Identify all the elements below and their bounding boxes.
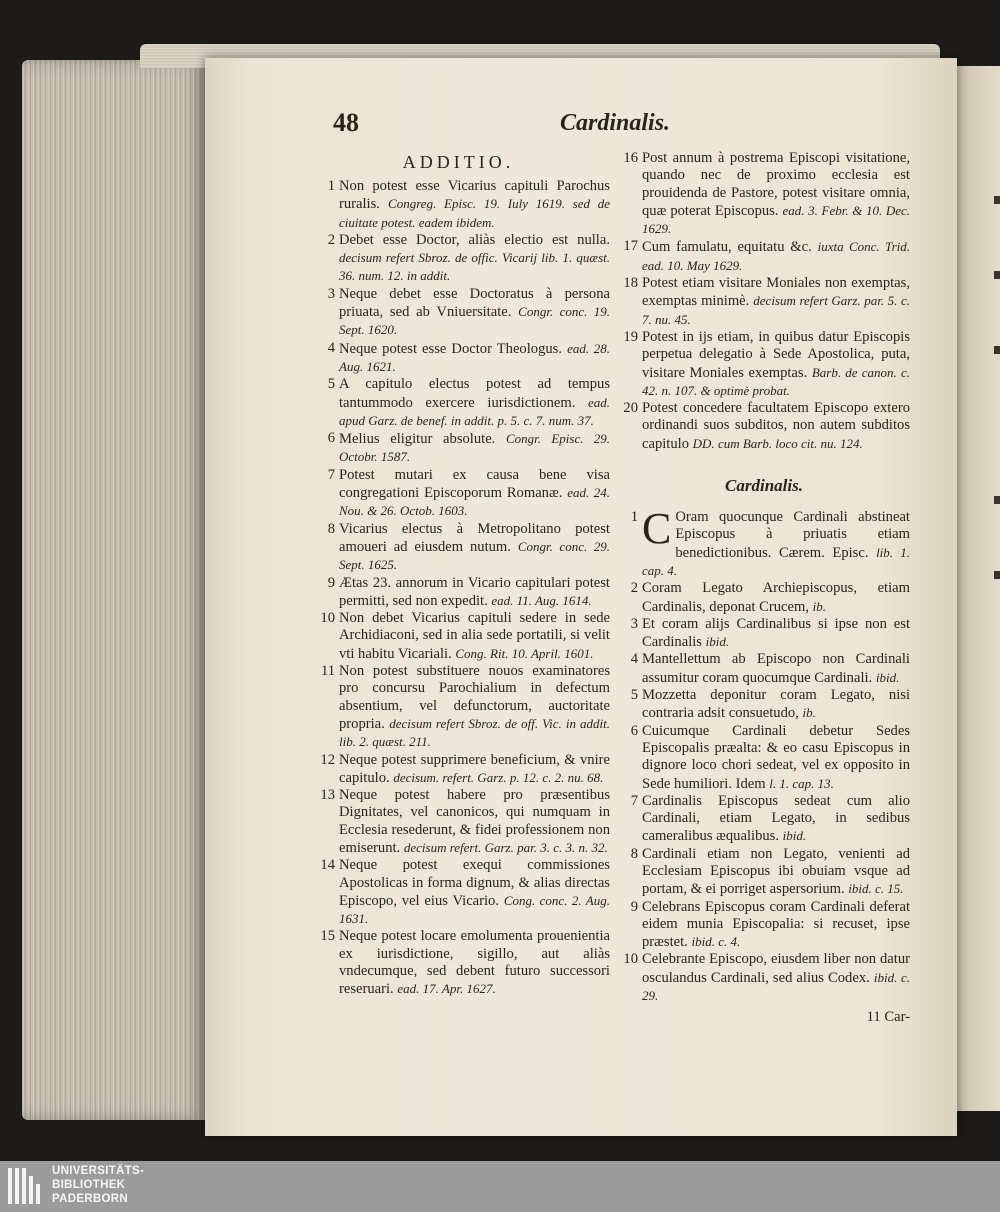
entry [307, 663, 610, 751]
entry-text: Oram quocunque Cardinali abstineat Episcopus à priuatis etiam benedictionibus. Cærem. Episc. [675, 509, 910, 561]
entry-reference: ead. 17. Apr. 1627. [397, 981, 496, 997]
facing-page-edge [955, 66, 1000, 1111]
entry-text: Coram Legato Archiepiscopus, etiam Cardinalis, deponat Crucem, [642, 580, 910, 615]
entry-number: 8 [630, 845, 638, 862]
entry-number: 6 [327, 430, 335, 447]
entry-reference: ibid. c. 29. [642, 969, 910, 1004]
entry-text: Celebrante Episcopo, eiusdem liber non datur osculandus Cardinali, sed alius Codex. [642, 951, 910, 986]
left-column [307, 150, 610, 999]
entry-text: Celebrans Episcopus coram Cardinali deferat eidem munia Episcopalia: si recuset, ipse præstet. [642, 898, 910, 951]
entry-number: 2 [630, 580, 638, 597]
entry-reference: ib. [812, 598, 826, 614]
entry [618, 723, 910, 793]
entry-number: 10 [320, 610, 335, 627]
entry [618, 150, 910, 238]
entry-reference: ead. 28. Aug. 1621. [339, 340, 610, 374]
entry-text: Debet esse Doctor, aliàs electio est nulla. [339, 231, 610, 248]
entry-number: 5 [630, 687, 638, 704]
entry-number: 14 [320, 857, 335, 874]
entry [618, 504, 910, 580]
entry-text: Potest concedere facultatem Episcopo extero ordinandi suos subditos, non autem subditos capitulo [642, 400, 910, 452]
entry-text: Cardinali etiam non Legato, venienti ad Ecclesiam Episcopus ibi obuiam vsque ad portam, & ei porriget aspersorium. [642, 845, 910, 898]
entry [307, 928, 610, 998]
entry-text: Vicarius electus à Metropolitano potest amoueri ad eiusdem nutum. [339, 520, 610, 555]
entry-reference: ibid. [875, 669, 900, 685]
section-title-additio: ADDITIO. [402, 152, 515, 172]
entry-number: 4 [630, 651, 638, 668]
entry-reference: Congr. conc. 29. Sept. 1625. [339, 538, 610, 573]
entry-reference: Congr. conc. 19. Sept. 1620. [339, 304, 610, 338]
page-number: 48 [333, 108, 359, 137]
entry-reference: ead. 3. Febr. & 10. Dec. 1629. [642, 202, 910, 237]
entry-text: Potest in ijs etiam, in quibus datur Episcopis perpetua delegatio à Sede Apostolica, puta, visitare Moniales exemptas. [642, 328, 910, 381]
entry-number: 18 [623, 275, 638, 292]
entry-text: Neque potest esse Doctor Theologus. [339, 340, 568, 357]
entry-number: 20 [623, 400, 638, 417]
entry-text: Non potest substituere nouos examinatores pro concursu Parochialium in defectum absentium, vel defunctorum, auctoritate propria. [339, 663, 610, 732]
entry-reference: ibid. [782, 828, 807, 844]
entry [307, 286, 610, 340]
left-entries-list [307, 178, 610, 999]
entry-number: 6 [630, 722, 638, 739]
entry-number: 17 [623, 238, 638, 255]
entry-number: 1 [630, 509, 638, 526]
entry [618, 846, 910, 899]
entry-number: 13 [320, 787, 335, 804]
entry [618, 651, 910, 687]
entry-number: 3 [630, 615, 638, 632]
entry-number: 12 [320, 751, 335, 768]
entry [618, 951, 910, 1005]
entry-number: 9 [630, 898, 638, 915]
entry [307, 857, 610, 928]
entry-reference: ibid. c. 4. [691, 934, 741, 950]
entry-reference: Cong. conc. 2. Aug. 1631. [339, 892, 610, 927]
entry-reference: ead. 24. Nou. & 26. Octob. 1603. [339, 485, 610, 519]
entry-reference: DD. cum Barb. loco cit. nu. 124. [692, 435, 863, 451]
entry-text: Non debet Vicarius capituli sedere in sede Archidiaconi, sed in alia sede portatili, si velit vti habitu Vicariali. [339, 610, 610, 662]
entry-reference: Congr. Episc. 29. Octobr. 1587. [339, 431, 610, 465]
library-name-line-1: UNIVERSITÄTS- [52, 1165, 145, 1177]
entry-reference: decisum refert Sbroz. de off. Vic. in addit. lib. 2. quæst. 211. [339, 715, 610, 750]
entry-reference: Congreg. Episc. 19. Iuly 1619. sed de ciuitate potest. eadem ibidem. [339, 196, 610, 230]
entry-text: A capitulo electus potest ad tempus tantummodo exercere iurisdictionem. [339, 376, 610, 411]
entry-reference: iuxta Conc. Trid. ead. 10. May 1629. [642, 239, 910, 273]
entry-number: 7 [327, 466, 335, 483]
entry [618, 329, 910, 400]
entry-reference: ead. 11. Aug. 1614. [491, 592, 592, 608]
entry-reference: Cong. Rit. 10. April. 1601. [455, 645, 594, 661]
entry [618, 580, 910, 616]
entry-number: 1 [327, 178, 335, 194]
entry-reference: decisum refert Sbroz. de offic. Vicarij lib. 1. quæst. 36. num. 12. in addit. [339, 250, 610, 284]
entry-reference: ib. [802, 705, 816, 721]
entry [307, 575, 610, 611]
entry-text: Neque potest locare emolumenta prouenientia ex iurisdictione, sigillo, aut aliàs vndecumque, sed debent futuro successori reseruari. [339, 928, 610, 998]
entry-number: 16 [623, 150, 638, 166]
entry-text: Neque potest habere pro præsentibus Dignitates, vel canonicos, qui numquam in Ecclesia resederunt, & fidei professionem non emiserunt. [339, 787, 610, 856]
entry-text: Melius eligitur absolute. [339, 431, 507, 448]
entry-text: Ætas 23. annorum in Vicario capitulari potest permitti, sed non expedit. [339, 574, 610, 609]
catchword: 11 Car- [866, 1009, 910, 1026]
library-name [52, 1164, 144, 1206]
entry [618, 793, 910, 846]
entry [307, 521, 610, 575]
entry-number: 5 [327, 376, 335, 393]
entry [307, 752, 610, 788]
entry-number: 9 [327, 574, 335, 591]
entry [307, 178, 610, 232]
entry [307, 340, 610, 377]
entry [618, 238, 910, 275]
cardinalis-entries-list [618, 504, 910, 1005]
book-page-edges [22, 60, 207, 1120]
entry-text: Neque debet esse Doctoratus à persona priuata, sed ab Vniuersitate. [339, 285, 610, 321]
entry [307, 467, 610, 521]
entry-reference: l. 1. cap. 13. [769, 775, 834, 791]
entry-text: Potest mutari ex causa bene visa congregationi Episcoporum Romanæ. [339, 466, 610, 502]
entry-text: Potest etiam visitare Moniales non exemptas, exemptas minimè. [642, 275, 910, 310]
entry [618, 687, 910, 723]
entry-text: Neque potest supprimere beneficium, & vnire capitulo. [339, 751, 610, 786]
entry-reference: decisum refert Garz. par. 5. c. 7. nu. 45. [642, 293, 910, 327]
entry-number: 10 [623, 951, 638, 968]
entry [618, 616, 910, 652]
entry [307, 610, 610, 663]
library-name-line-3: PADERBORN [52, 1193, 128, 1205]
entry-reference: decisum refert. Garz. par. 3. c. 3. n. 32. [403, 839, 608, 855]
entry [307, 787, 610, 857]
entry [307, 430, 610, 467]
entry-number: 4 [327, 339, 335, 356]
entry-reference: ibid. [705, 634, 730, 650]
entry-reference: ead. apud Garz. de benef. in addit. p. 5. c. 7. num. 37. [339, 394, 610, 428]
section-title-cardinalis: Cardinalis. [725, 476, 803, 496]
library-logo-icon [8, 1168, 42, 1204]
entry [618, 400, 910, 453]
entry-number: 2 [327, 231, 335, 248]
entry-text: Cardinalis Episcopus sedeat cum alio Cardinali, etiam Legato, in sedibus cameralibus æqualibus. [642, 792, 910, 845]
entry-number: 11 [320, 663, 335, 680]
entry [307, 376, 610, 430]
entry [307, 232, 610, 286]
entry-text: Mantellettum ab Episcopo non Cardinali assumitur coram quocumque Cardinali. [642, 651, 910, 686]
entry-text: Cum famulatu, equitatu &c. [642, 239, 818, 256]
running-head: Cardinalis. [560, 110, 671, 136]
entry-number: 7 [630, 792, 638, 809]
drop-capital: C [642, 504, 672, 554]
entry-number: 8 [327, 520, 335, 537]
entry-reference: ibid. c. 15. [848, 881, 904, 897]
entry-reference: Barb. de canon. c. 42. n. 107. & optimè probat. [642, 364, 910, 398]
entry [618, 899, 910, 952]
footer-bar [0, 1161, 1000, 1212]
library-name-line-2: BIBLIOTHEK [52, 1179, 126, 1191]
entry-reference: decisum. refert. Garz. p. 12. c. 2. nu. 68. [393, 769, 604, 785]
entry-text: Et coram alijs Cardinalibus si ipse non est Cardinalis [642, 615, 910, 651]
entry-number: 19 [623, 328, 638, 345]
entry-number: 15 [320, 928, 335, 945]
entry-text: Post annum à postrema Episcopi visitatione, quando nec de proximo ecclesia est prouidenda de Pastore, potest visitare omnia, quæ poterat Episcopus. [642, 150, 910, 219]
right-column [618, 150, 910, 1027]
entry-text: Cuicumque Cardinali debetur Sedes Episcopalis præalta: & eo casu Episcopus in dignore loco chori sedeat, vel ex opposito in Sede humiliori. Idem [642, 722, 910, 792]
entry-text: Mozzetta deponitur coram Legato, nisi contraria adsit consuetudo, [642, 687, 910, 722]
entry [618, 275, 910, 329]
entry-number: 3 [327, 285, 335, 302]
right-entries-list [618, 150, 910, 453]
entry-text: Neque potest exequi commissiones Apostolicas in forma dignum, & alias directas Episcopo, vel eius Vicario. [339, 857, 610, 909]
entry-reference: lib. 1. cap. 4. [642, 544, 910, 578]
entry-text: Non potest esse Vicarius capituli Parochus ruralis. [339, 178, 610, 213]
